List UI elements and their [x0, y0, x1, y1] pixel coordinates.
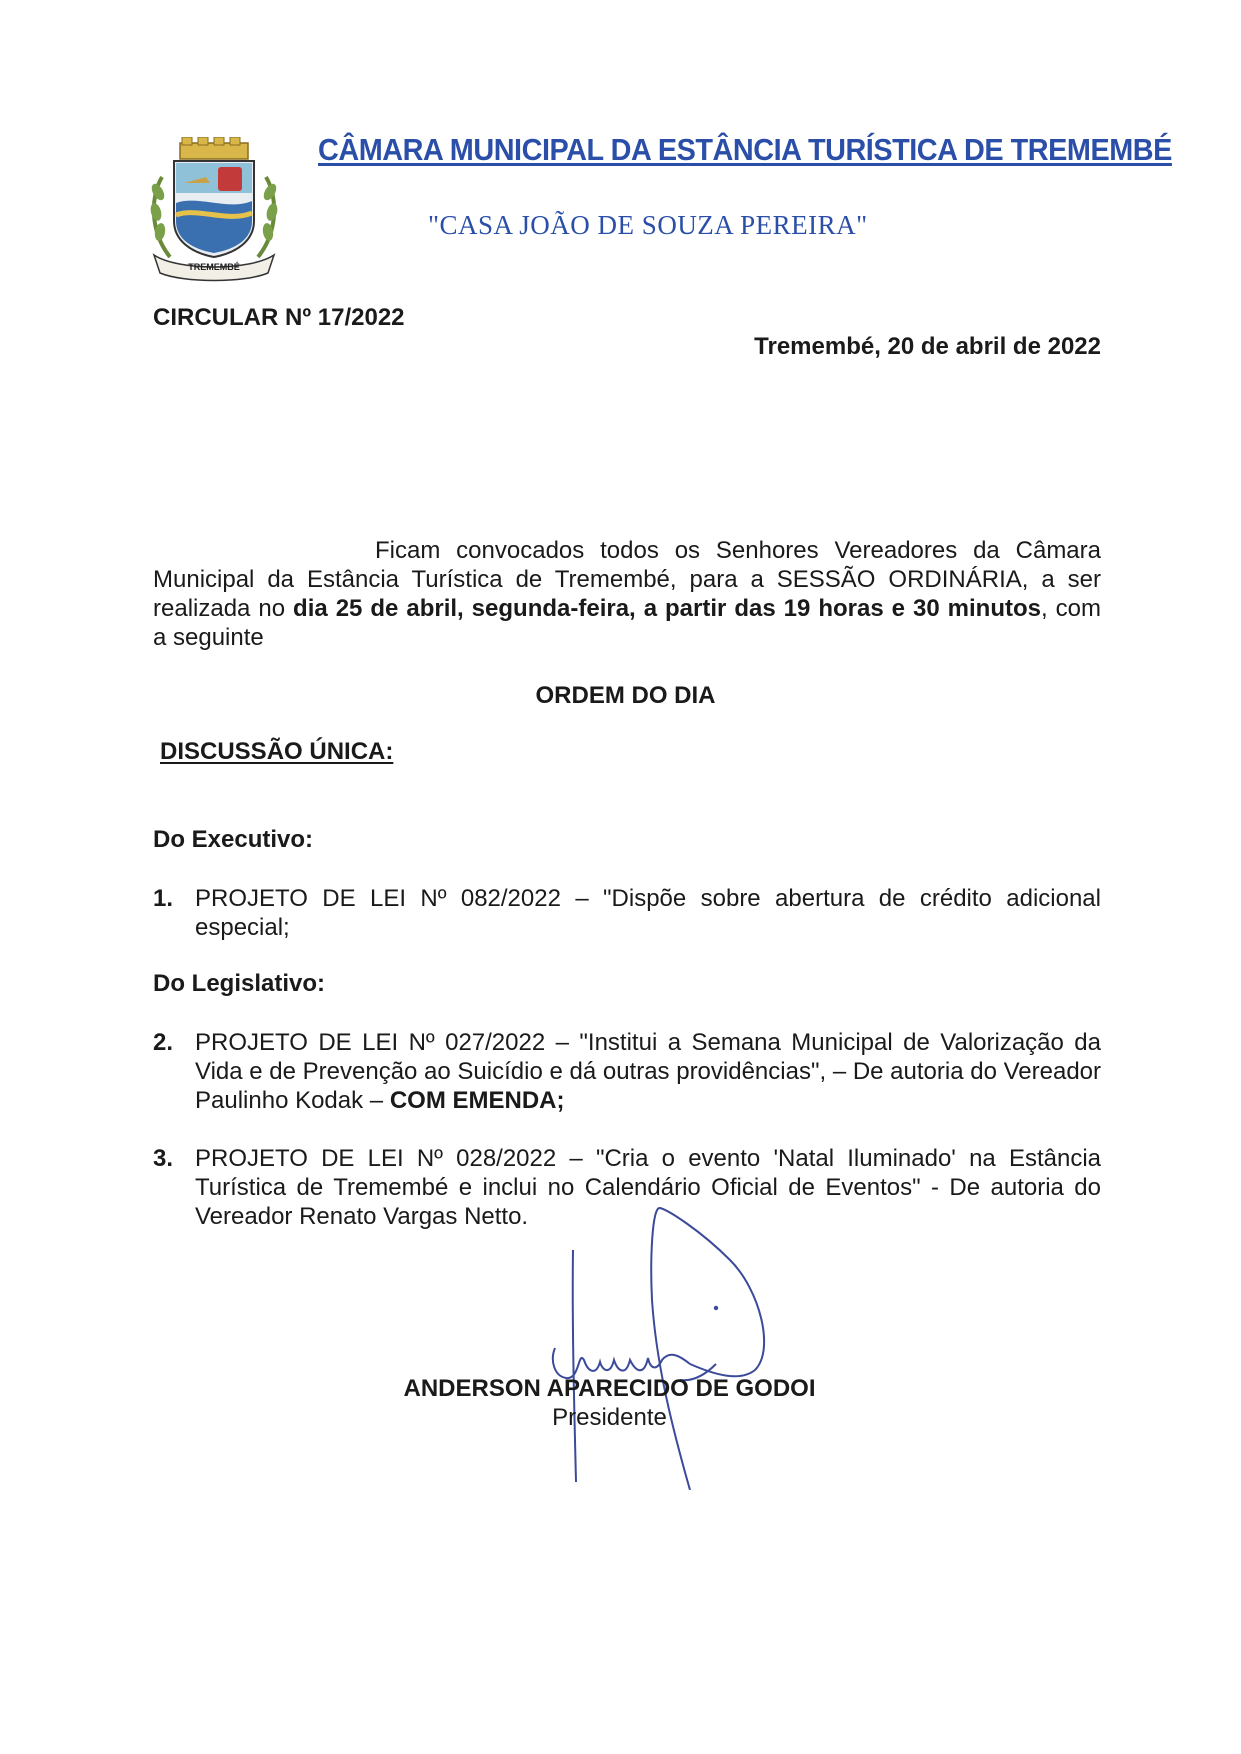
agenda-item-number: 2.: [153, 1029, 174, 1056]
agenda-item-text: PROJETO DE LEI Nº 028/2022 – "Cria o evento 'Natal Iluminado' na Estância Turística de Tremembé e inclui no Calendário Oficial de Eventos" - De autoria do Vereador Renato Vargas Netto.: [195, 1145, 1101, 1230]
agenda-item-number: 1.: [153, 885, 174, 912]
group-heading-executive: Do Executivo:: [153, 826, 314, 853]
circular-number: CIRCULAR Nº 17/2022: [153, 304, 405, 331]
agenda-item-text: PROJETO DE LEI Nº 027/2022 – "Institui a Semana Municipal de Valorização da Vida e de Prevenção ao Suicídio e dá outras providências", – De autoria do Vereador Paulinho Kodak –: [195, 1029, 1101, 1114]
crest-ribbon-text: TREMEMBÉ: [188, 262, 240, 272]
group-heading-legislative: Do Legislativo:: [153, 970, 326, 997]
document-date: Tremembé, 20 de abril de 2022: [754, 333, 1101, 360]
agenda-item-text: PROJETO DE LEI Nº 082/2022 – "Dispõe sobre abertura de crédito adicional especial;: [195, 885, 1101, 941]
intro-session-time: dia 25 de abril, segunda-feira, a partir das 19 horas e 30 minutos: [293, 595, 1041, 622]
municipal-crest-icon: [148, 137, 280, 283]
agenda-item: [153, 1028, 1101, 1115]
header-subtitle: "CASA JOÃO DE SOUZA PEREIRA": [428, 210, 868, 240]
discussion-heading: DISCUSSÃO ÚNICA:: [160, 738, 394, 765]
convocation-paragraph: [153, 536, 1101, 652]
signer-title: Presidente: [552, 1404, 667, 1431]
intro-text-part2: , com a seguinte: [153, 595, 1101, 651]
agenda-item-number: 3.: [153, 1145, 174, 1172]
header-title: CÂMARA MUNICIPAL DA ESTÂNCIA TURÍSTICA DE TREMEMBÉ: [318, 132, 1172, 167]
intro-text-part1: Ficam convocados todos os Senhores Vereadores da Câmara Municipal da Estância Turística de Tremembé, para a SESSÃO ORDINÁRIA, a ser realizada no: [153, 537, 1101, 622]
signer-name: ANDERSON APARECIDO DE GODOI: [403, 1375, 816, 1402]
agenda-item-emphasis: COM EMENDA;: [389, 1087, 565, 1114]
handwritten-signature-icon: [540, 1200, 810, 1490]
agenda-title: ORDEM DO DIA: [535, 682, 716, 709]
agenda-item: [153, 884, 1101, 942]
